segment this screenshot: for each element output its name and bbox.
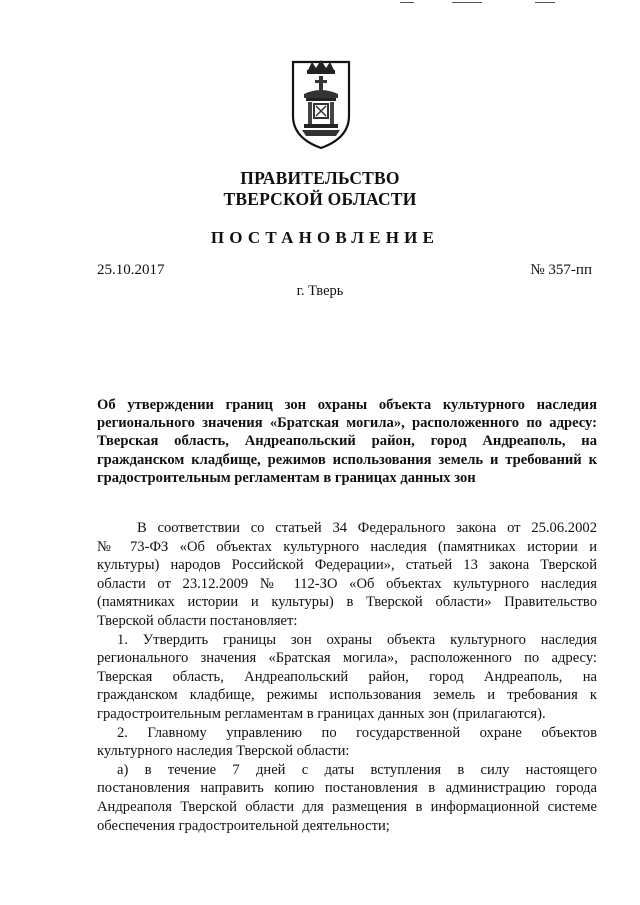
scan-artifact — [535, 2, 555, 3]
title-line: гражданском кладбище, режимов использования земель и требований к — [97, 451, 597, 468]
body-line: Тверской области постановляет: — [97, 612, 298, 629]
scan-artifact — [452, 2, 482, 3]
body-line: постановления направить копию постановления в администрацию города — [97, 780, 597, 797]
document-date: 25.10.2017 — [97, 262, 165, 278]
body-line: Тверская область, Андреапольский район, город Андреаполь, на — [97, 668, 597, 685]
body-line: гражданском кладбище, режимы использования земель и требования к — [97, 687, 597, 704]
title-line: регионального значения «Братская могила», расположенного по адресу: — [97, 415, 597, 432]
document-title — [97, 396, 597, 487]
document-type: ПОСТАНОВЛЕНИЕ — [210, 228, 440, 247]
title-line: Об утверждении границ зон охраны объекта культурного наследия — [97, 397, 597, 413]
document-city: г. Тверь — [296, 283, 344, 299]
body-line: культуры) народов Российской Федерации», статьей 13 закона Тверской — [97, 557, 597, 574]
title-line: Тверская область, Андреапольский район, город Андреаполь, на — [97, 433, 597, 450]
body-line: В соответствии со статьей 34 Федерального закона от 25.06.2002 — [137, 520, 597, 536]
body-line: 1. Утвердить границы зон охраны объекта культурного наследия — [117, 631, 597, 648]
organization-name-line2: ТВЕРСКОЙ ОБЛАСТИ — [223, 189, 417, 209]
body-line: 2. Главному управлению по государственной охране объектов — [117, 724, 597, 741]
title-line: градостроительным регламентам в границах данных зон — [97, 469, 476, 486]
document-body — [97, 519, 597, 835]
body-line: Андреаполя Тверской области для размещения в информационной системе — [97, 798, 597, 815]
body-line: области от 23.12.2009 № 112-ЗО «Об объектах культурного наследия — [97, 575, 597, 592]
body-line: № 73-ФЗ «Об объектах культурного наследия (памятниках истории и — [97, 538, 597, 555]
body-line: регионального значения «Братская могила», расположенного по адресу: — [97, 650, 597, 667]
coat-of-arms-emblem — [290, 58, 352, 152]
document-number: № 357-пп — [530, 262, 592, 278]
organization-name-line1: ПРАВИТЕЛЬСТВО — [240, 168, 400, 188]
body-line: обеспечения градостроительной деятельности; — [97, 817, 390, 834]
body-line: градостроительным регламентам в границах данных зон (прилагаются). — [97, 705, 546, 722]
body-line: (памятниках истории и культуры) в Тверской области» Правительство — [97, 594, 597, 611]
scan-artifact — [400, 2, 414, 3]
body-line: а) в течение 7 дней с даты вступления в силу настоящего — [117, 761, 597, 778]
body-line: культурного наследия Тверской области: — [97, 743, 350, 760]
